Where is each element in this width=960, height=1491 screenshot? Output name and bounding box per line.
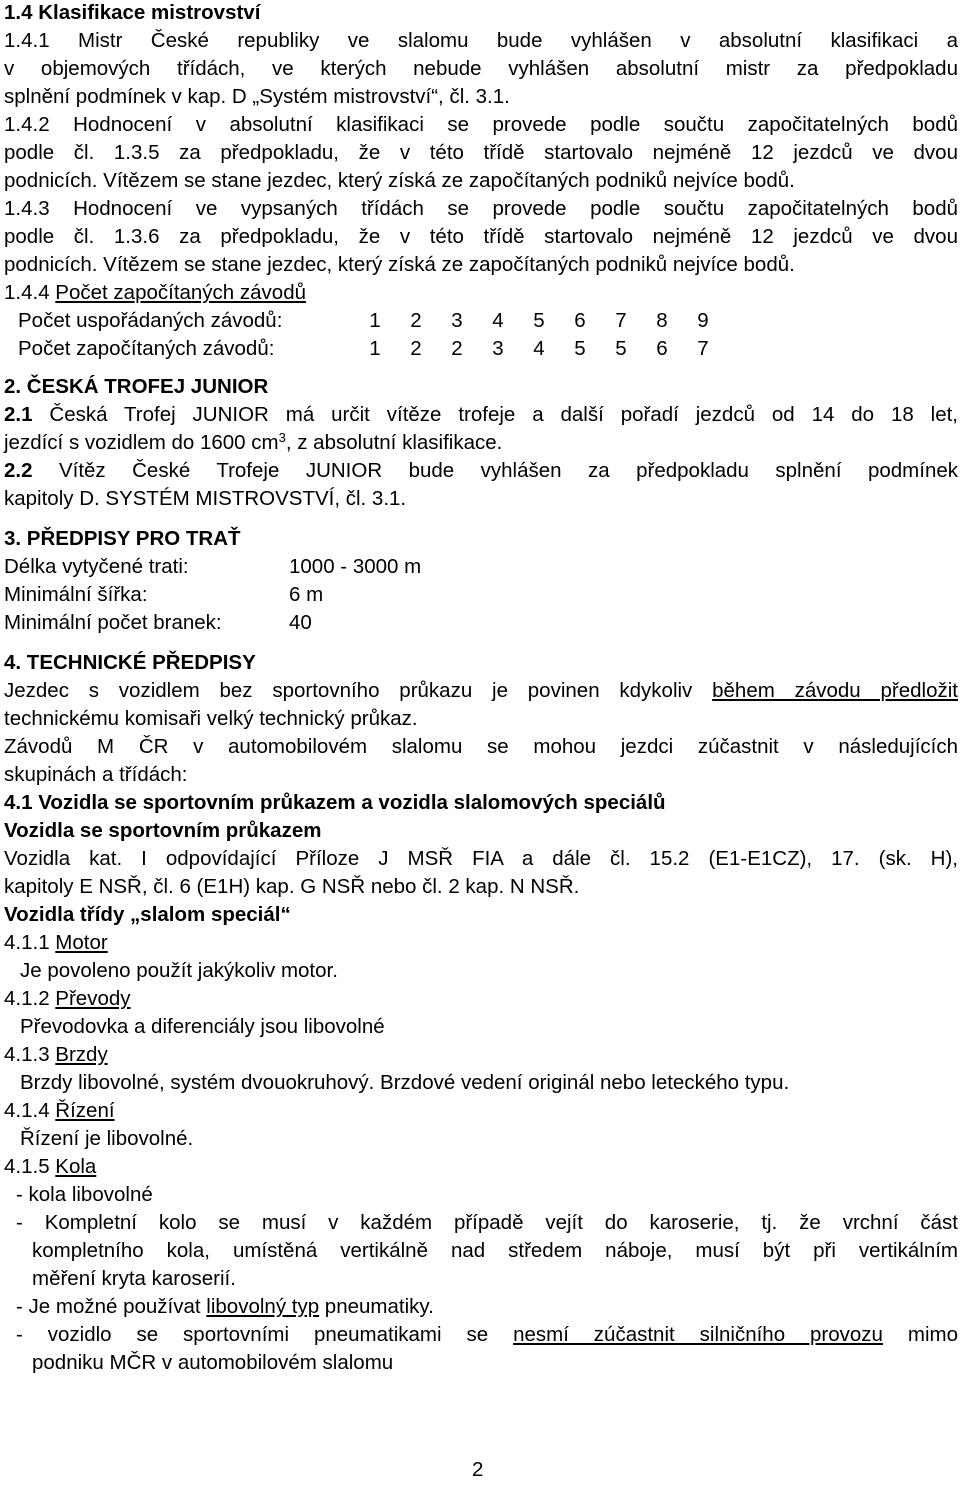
table-cell: 4 (492, 309, 504, 332)
paragraph-4-groups-line-2: skupinách a třídách: (4, 763, 188, 786)
item-title: Řízení (55, 1099, 115, 1122)
item-4-1-1-text: Je povoleno použít jakýkoliv motor. (20, 959, 338, 982)
paragraph-4-intro-line-1 (4, 679, 958, 703)
item-title: Brzdy (55, 1043, 108, 1066)
table-cell: 5 (574, 337, 586, 360)
table-cell: 2 (410, 309, 422, 332)
paragraph-1-4-2-line-2: podle čl. 1.3.5 za předpokladu, že v této třídě startovalo nejméně 12 jezdců ve dvou (4, 141, 958, 164)
paragraph-2-1-line-2 (4, 431, 502, 455)
paragraph-1-4-3-line-2: podle čl. 1.3.6 za předpokladu, že v této třídě startovalo nejméně 12 jezdců ve dvou (4, 225, 958, 248)
table-cell: 2 (410, 337, 422, 360)
wheels-bullet-4-text-b: mimo (882, 1323, 958, 1346)
item-title: Kola (55, 1155, 97, 1178)
paragraph-4-intro-text: Jezdec s vozidlem bez sportovního průkazu je povinen kdykoliv (4, 679, 713, 702)
sport-cars-line-2: kapitoly E NSŘ, čl. 6 (E1H) kap. G NSŘ nebo čl. 2 kap. N NSŘ. (4, 875, 580, 898)
table-cell: 5 (533, 309, 545, 332)
slalom-special-heading: Vozidla třídy „slalom speciál“ (4, 903, 291, 926)
wheels-bullet-3-underlined: libovolný typ (206, 1295, 320, 1318)
item-number: 4.1.2 (4, 987, 56, 1010)
item-4-1-3-heading (4, 1043, 108, 1067)
organized-races-label: Počet uspořádaných závodů: (18, 309, 283, 332)
paragraph-1-4-3-line-3: podnicích. Vítězem se stane jezdec, který získá ze započítaných podniků nejvíce bodů. (4, 253, 795, 276)
table-cell: 9 (697, 309, 709, 332)
wheels-bullet-4-text-a: - vozidlo se sportovními pneumatikami se (16, 1323, 514, 1346)
cubic-superscript: 3 (278, 430, 286, 445)
table-cell: 1 (369, 337, 381, 360)
wheels-bullet-3-text-a: - Je možné používat (16, 1295, 207, 1318)
paragraph-1-4-1-line-3: splnění podmínek v kap. D „Systém mistrovství“, čl. 3.1. (4, 85, 510, 108)
paragraph-2-1-text-b: , z absolutní klasifikace. (285, 431, 503, 454)
section-1-4-heading: 1.4 Klasifikace mistrovství (4, 1, 261, 24)
item-number: 4.1.4 (4, 1099, 56, 1122)
wheels-bullet-1: - kola libovolné (16, 1183, 153, 1206)
wheels-bullet-2-line-2: kompletního kola, umístěná vertikálně nad středem náboje, musí být při vertikálním (32, 1239, 958, 1262)
gates-count-value: 40 (289, 611, 312, 634)
section-4-1-heading: 4.1 Vozidla se sportovním průkazem a vozidla slalomových speciálů (4, 791, 666, 814)
gates-count-label: Minimální počet branek: (4, 611, 222, 634)
item-number: 4.1.1 (4, 931, 56, 954)
paragraph-2-1-number: 2.1 (4, 403, 33, 426)
counted-races-label: Počet započítaných závodů: (18, 337, 275, 360)
wheels-bullet-2-line-1: - Kompletní kolo se musí v každém případě vejít do karoserie, tj. že vrchní část (16, 1211, 958, 1234)
paragraph-1-4-4-title: Počet započítaných závodů (55, 281, 307, 304)
sport-cars-heading: Vozidla se sportovním průkazem (4, 819, 322, 842)
table-cell: 2 (451, 337, 463, 360)
paragraph-4-intro-underlined: během závodu předložit (712, 679, 958, 702)
paragraph-1-4-3-line-1: 1.4.3 Hodnocení ve vypsaných třídách se provede podle součtu započitatelných bodů (4, 197, 958, 220)
section-2-heading: 2. ČESKÁ TROFEJ JUNIOR (4, 375, 269, 398)
paragraph-1-4-1-line-2: v objemových třídách, ve kterých nebude vyhlášen absolutní mistr za předpokladu (4, 57, 958, 80)
item-4-1-1-heading (4, 931, 108, 955)
sport-cars-line-1: Vozidla kat. I odpovídající Příloze J MSŘ FIA a dále čl. 15.2 (E1-E1CZ), 17. (sk. H), (4, 847, 958, 870)
table-cell: 3 (492, 337, 504, 360)
track-width-value: 6 m (289, 583, 324, 606)
wheels-bullet-3 (16, 1295, 434, 1319)
paragraph-1-4-1-line-1: 1.4.1 Mistr České republiky ve slalomu bude vyhlášen v absolutní klasifikaci a (4, 29, 958, 52)
table-cell: 5 (615, 337, 627, 360)
paragraph-1-4-2-line-3: podnicích. Vítězem se stane jezdec, který získá ze započítaných podniků nejvíce bodů. (4, 169, 795, 192)
paragraph-1-4-4-number: 1.4.4 (4, 281, 56, 304)
paragraph-4-groups-line-1: Závodů M ČR v automobilovém slalomu se mohou jezdci zúčastnit v následujících (4, 735, 958, 758)
table-cell: 3 (451, 309, 463, 332)
item-4-1-3-text: Brzdy libovolné, systém dvouokruhový. Brzdové vedení originál nebo leteckého typu. (20, 1071, 790, 1094)
paragraph-2-1-line-1 (4, 403, 958, 427)
track-length-label: Délka vytyčené trati: (4, 555, 189, 578)
item-4-1-4-heading (4, 1099, 115, 1123)
item-4-1-2-heading (4, 987, 131, 1011)
item-title: Převody (55, 987, 131, 1010)
section-4-heading: 4. TECHNICKÉ PŘEDPISY (4, 651, 256, 674)
item-4-1-2-text: Převodovka a diferenciály jsou libovolné (20, 1015, 385, 1038)
wheels-bullet-4-line-1 (16, 1323, 958, 1347)
wheels-bullet-3-text-b: pneumatiky. (319, 1295, 434, 1318)
item-title: Motor (55, 931, 108, 954)
table-cell: 6 (656, 337, 668, 360)
table-cell: 8 (656, 309, 668, 332)
item-number: 4.1.5 (4, 1155, 56, 1178)
table-cell: 4 (533, 337, 545, 360)
paragraph-1-4-4-heading (4, 281, 306, 305)
track-length-value: 1000 - 3000 m (289, 555, 422, 578)
paragraph-2-2-line-1 (4, 459, 958, 483)
wheels-bullet-4-underlined: nesmí zúčastnit silničního provozu (513, 1323, 883, 1346)
paragraph-1-4-2-line-1: 1.4.2 Hodnocení v absolutní klasifikaci se provede podle součtu započitatelných bodů (4, 113, 958, 136)
paragraph-2-2-line-2: kapitoly D. SYSTÉM MISTROVSTVÍ, čl. 3.1. (4, 487, 407, 510)
item-number: 4.1.3 (4, 1043, 56, 1066)
wheels-bullet-4-line-2: podniku MČR v automobilovém slalomu (32, 1351, 394, 1374)
track-width-label: Minimální šířka: (4, 583, 148, 606)
table-cell: 7 (615, 309, 627, 332)
section-3-heading: 3. PŘEDPISY PRO TRAŤ (4, 527, 241, 550)
table-cell: 6 (574, 309, 586, 332)
table-cell: 7 (697, 337, 709, 360)
table-cell: 1 (369, 309, 381, 332)
paragraph-2-2-number: 2.2 (4, 459, 33, 482)
item-4-1-5-heading (4, 1155, 96, 1179)
item-4-1-4-text: Řízení je libovolné. (20, 1127, 194, 1150)
paragraph-2-1-text-a: jezdící s vozidlem do 1600 cm (4, 431, 279, 454)
paragraph-2-2-text: Vítěz České Trofeje JUNIOR bude vyhlášen za předpokladu splnění podmínek (32, 459, 958, 482)
paragraph-2-1-text: Česká Trofej JUNIOR má určit vítěze trofeje a další pořadí jezdců od 14 do 18 let, (32, 403, 958, 426)
paragraph-4-intro-line-2: technickému komisaři velký technický průkaz. (4, 707, 418, 730)
wheels-bullet-2-line-3: měření kryta karoserií. (32, 1267, 236, 1290)
page-number: 2 (472, 1458, 484, 1481)
